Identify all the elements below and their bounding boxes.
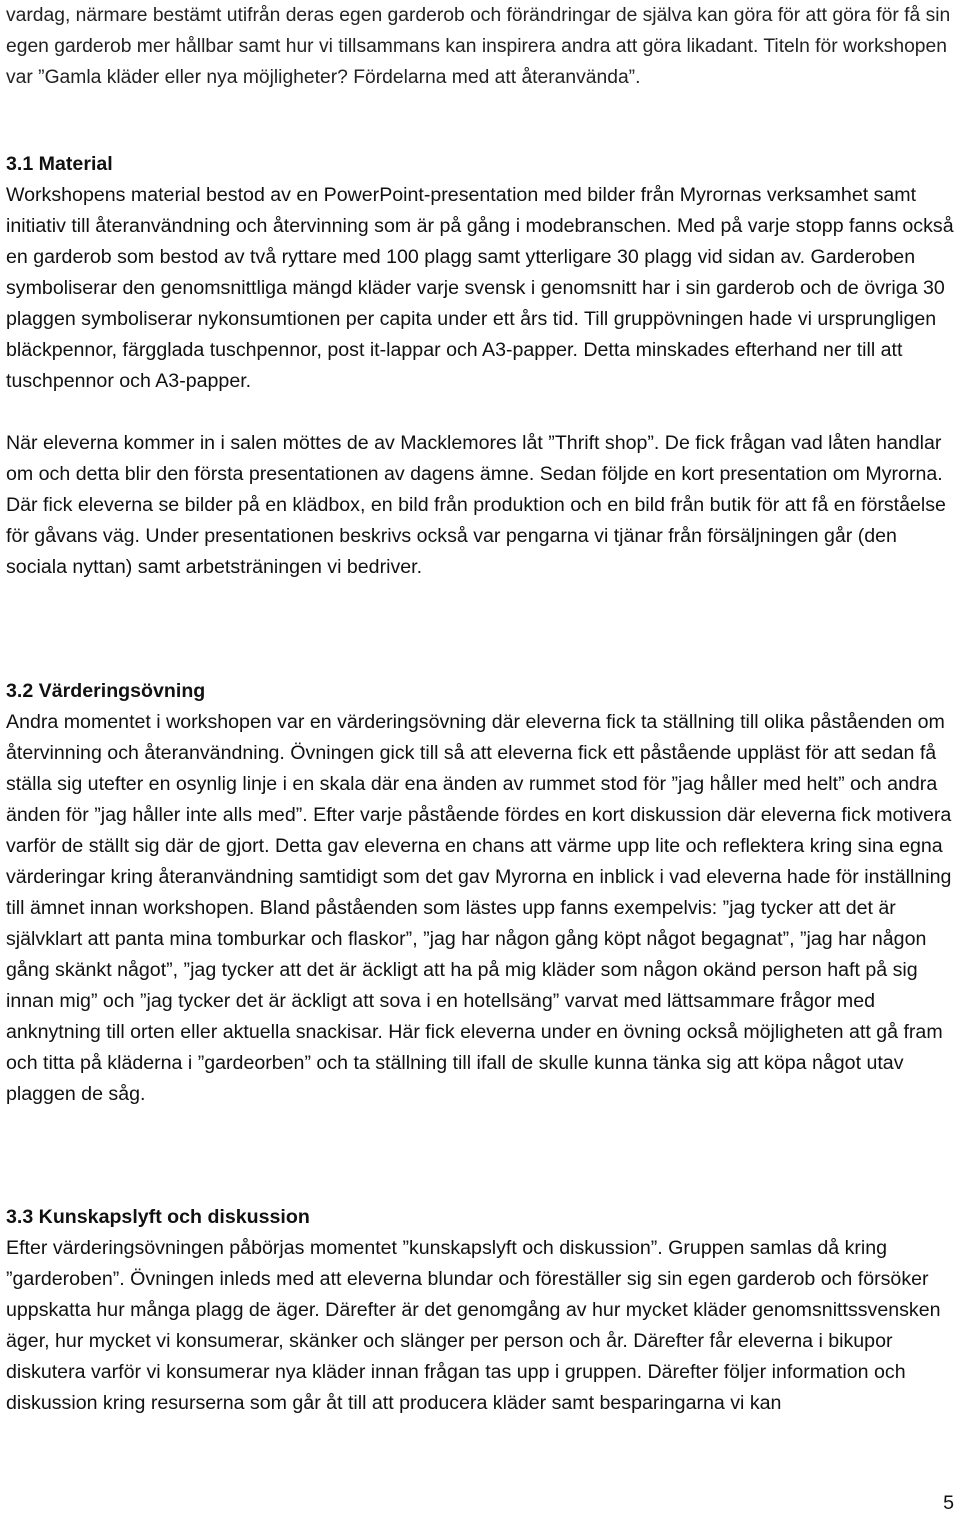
section-paragraph: När eleverna kommer in i salen möttes de av Macklemores låt ”Thrift shop”. De fick frågan vad låten handlar om och detta blir den första presentationen av dagens ämne. Sedan följde en kort presentation om Myrorna. Där fick eleverna se bilder på en klädbox, en bild från produktion och en bild från butik för att få en förståelse för gåvans väg. Under presentationen beskrivs också var pengarna vi tjänar från försäljningen går (den sociala nyttan) samt arbetsträningen vi bedriver.	[6, 432, 946, 578]
section-heading: 3.2 Värderingsövning	[6, 680, 206, 702]
section-heading: 3.1 Material	[6, 153, 113, 175]
document-page	[6, 0, 956, 1515]
page-number: 5	[943, 1492, 954, 1514]
section-paragraph: Andra momentet i workshopen var en värderingsövning där eleverna fick ta ställning till olika påståenden om återvinning och återanvändning. Övningen gick till så att eleverna fick ett påstående uppläst för att sedan få ställa sig utefter en osynlig linje i en skala där ena änden av rummet stod för ”jag håller med helt” och andra änden för ”jag håller inte alls med”. Efter varje påstående fördes en kort diskussion där eleverna fick motivera varför de ställt sig där de gjort. Detta gav eleverna en chans att värme upp lite och reflektera kring sina egna värderingar kring återanvändning samtidigt som det gav Myrorna en inblick i vad eleverna hade för inställning till ämnet innan workshopen. Bland påståenden som lästes upp fanns exempelvis: ”jag tycker att det är självklart att panta mina tomburkar och flaskor”, ”jag har någon gång köpt något begagnat”, ”jag har någon gång skänkt något”, ”jag tycker att det är äckligt att ha på mig kläder som någon okänd person haft på sig innan mig” och ”jag tycker det är äckligt att sova i en hotellsäng” varvat med lättsammare frågor med anknytning till orten eller aktuella snackisar. Här fick eleverna under en övning också möjligheten att gå fram och titta på kläderna i ”gardeorben” och ta ställning till ifall de skulle kunna tänka sig att köpa något utav plaggen de såg.	[6, 711, 952, 1105]
section-heading: 3.3 Kunskapslyft och diskussion	[6, 1206, 310, 1228]
section-kunskapslyft	[6, 1202, 956, 1419]
section-paragraph: Efter värderingsövningen påbörjas momentet ”kunskapslyft och diskussion”. Gruppen samlas då kring ”garderoben”. Övningen inleds med att eleverna blundar och föreställer sig sin egen garderob och försöker uppskatta hur många plagg de äger. Därefter är det genomgång av hur mycket kläder genomsnittssvensken äger, hur mycket vi konsumerar, skänker och slänger per person och år. Därefter får eleverna i bikupor diskutera varför vi konsumerar nya kläder innan frågan tas upp i gruppen. Därefter följer information och diskussion kring resurserna som går åt till att producera kläder samt besparingarna vi kan	[6, 1237, 941, 1414]
intro-paragraph: vardag, närmare bestämt utifrån deras egen garderob och förändringar de själva kan göra för att göra för få sin egen garderob mer hållbar samt hur vi tillsammans kan inspirera andra att göra likadant. Titeln för workshopen var ”Gamla kläder eller nya möjligheter? Fördelarna med att återanvända”.	[6, 5, 951, 88]
section-material	[6, 149, 956, 583]
section-varderingsovning	[6, 676, 956, 1110]
section-paragraph: Workshopens material bestod av en PowerPoint-presentation med bilder från Myrornas verksamhet samt initiativ till återanvändning och återvinning som är på gång i modebranschen. Med på varje stopp fanns också en garderob som bestod av två ryttare med 100 plagg samt ytterligare 30 plagg vid sidan av. Garderoben symboliserar den genomsnittliga mängd kläder varje svensk i genomsnitt har i sin garderob och de övriga 30 plaggen symboliserar nykonsumtionen per capita under ett års tid. Till gruppövningen hade vi ursprungligen bläckpennor, färgglada tuschpennor, post it-lappar och A3-papper. Detta minskades efterhand ner till att tuschpennor och A3-papper.	[6, 184, 954, 392]
